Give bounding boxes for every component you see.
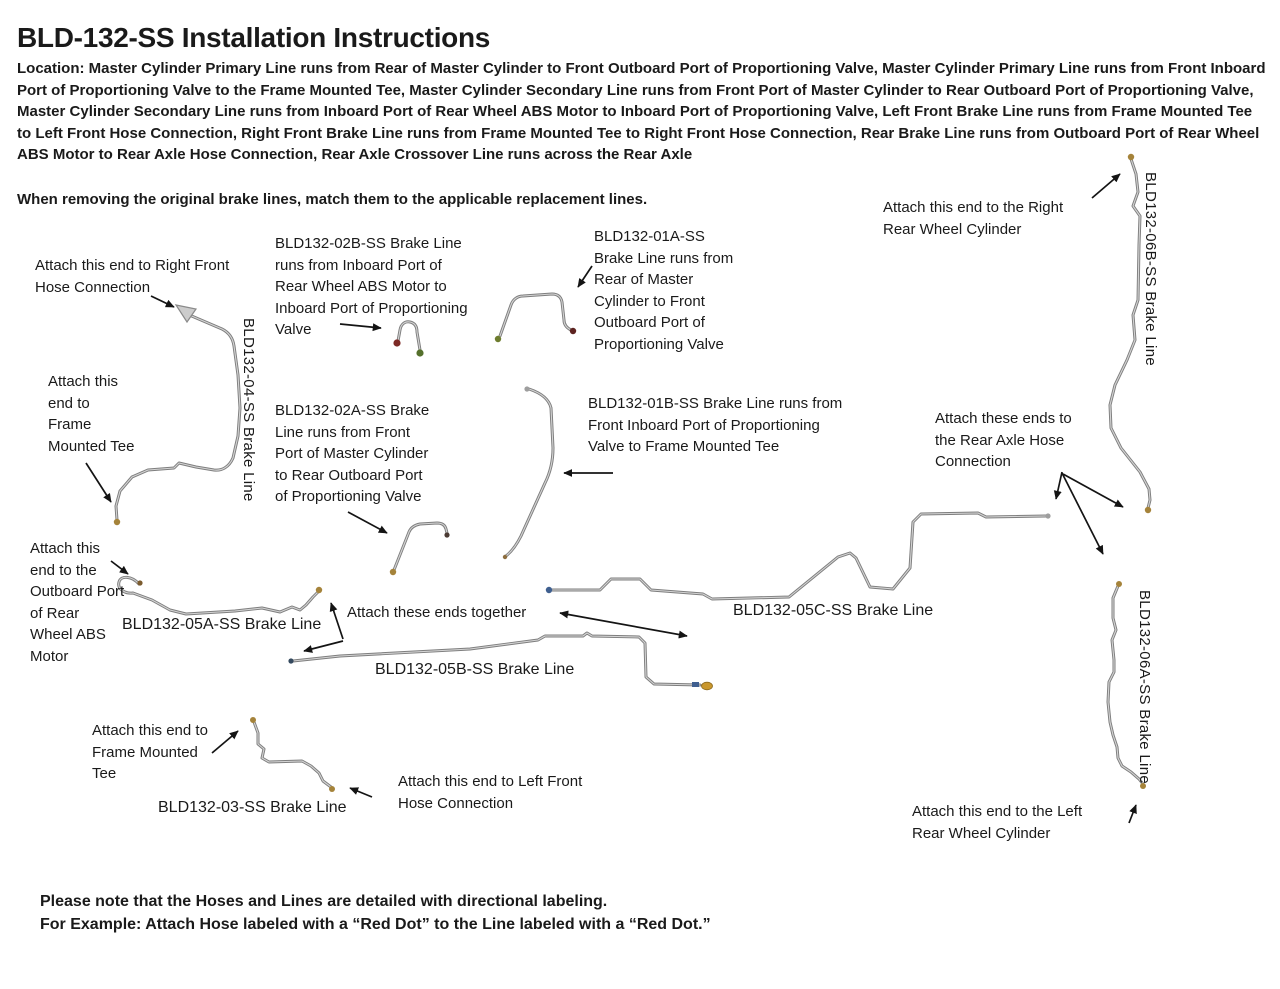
fitting-brass-dot	[1116, 581, 1122, 587]
tube-highlight	[119, 577, 318, 614]
fitting-brass-dot	[390, 569, 396, 575]
intro-note: When removing the original brake lines, match them to the applicable replacement lines.	[17, 191, 648, 208]
footer-note-line2: For Example: Attach Hose labeled with a “Red Dot” to the Line labeled with a “Red Dot.”	[40, 916, 711, 933]
annotation-frame-tee-left: Attach this end to Frame Mounted Tee	[48, 373, 135, 455]
tube-stroke	[254, 722, 331, 787]
location-paragraph: Location: Master Cylinder Primary Line runs from Rear of Master Cylinder to Front Outboard Port of Proportioning Valve, Master Cylinder Primary Line runs from Front Inboard Port of Proportioning Valve to the Frame Mounted Tee, Master Cylinder Secondary Line runs from Front Port of Master Cylinder to Rear Outboard Port of Proportioning Valve, Master Cylinder Secondary Line runs from Inboard Port of Rear Wheel ABS Motor to Inboard Port of Proportioning Valve, Left Front Brake Line runs from Frame Mounted Tee to Left Front Hose Connection, Right Front Brake Line runs from Frame Mounted Tee to Right Front Hose Connection, Rear Brake Line runs from Outboard Port of Rear Wheel ABS Motor to Rear Axle Hose Connection, Rear Axle Crossover Line runs across the Rear Axle	[17, 60, 1266, 164]
fitting-green-dot	[416, 349, 423, 356]
fitting-blue-dot	[546, 587, 552, 593]
arrow	[1092, 174, 1120, 198]
part-description-02b: BLD132-02B-SS Brake Line runs from Inboard Port of Rear Wheel ABS Motor to Inboard Port of Proportioning Valve	[275, 235, 468, 338]
arrow	[348, 512, 387, 533]
tube-stroke	[394, 523, 447, 570]
fitting-brass-dot	[316, 587, 322, 593]
brake-line-01a-drawing	[495, 294, 576, 342]
annotation-outboard-abs: Attach this end to the Outboard Port of Rear Wheel ABS Motor	[30, 540, 125, 665]
arrow	[331, 603, 343, 639]
vertical-label-04: BLD132-04-SS Brake Line	[240, 318, 257, 502]
part-label-05b: BLD132-05B-SS Brake Line	[375, 661, 575, 678]
tube-stroke	[506, 389, 553, 556]
fitting-gold-nut	[702, 682, 713, 690]
tube-stroke	[500, 294, 571, 336]
fitting-dark-dot	[137, 580, 142, 585]
arrow	[1063, 474, 1123, 507]
flare-fitting	[176, 305, 196, 322]
fitting-small-dot	[503, 555, 507, 559]
arrow	[1129, 805, 1136, 823]
brake-line-03-drawing	[250, 717, 335, 792]
annotation-left-front-hose: Attach this end to Left Front Hose Connection	[398, 773, 583, 812]
tube-highlight	[549, 513, 1046, 599]
brake-line-05c-drawing	[546, 513, 1051, 599]
brake-line-02a-drawing	[390, 523, 450, 575]
arrow	[350, 788, 372, 797]
fitting-brass-dot	[114, 519, 120, 525]
brake-line-01b-drawing	[503, 386, 553, 559]
arrow	[1056, 472, 1062, 499]
annotation-right-front-hose: Attach this end to Right Front Hose Connection	[35, 257, 230, 296]
fitting-brass-dot	[329, 786, 335, 792]
annotation-ends-together: Attach these ends together	[347, 604, 527, 621]
part-description-02a: BLD132-02A-SS Brake Line runs from Front Port of Master Cylinder to Rear Outboard Port of Proportioning Valve	[275, 402, 430, 505]
part-label-03: BLD132-03-SS Brake Line	[158, 799, 347, 816]
annotation-rear-axle-hose: Attach these ends to the Rear Axle Hose Connection	[935, 410, 1072, 470]
fitting-dark-red-dot	[570, 328, 576, 334]
arrow-double	[560, 613, 687, 636]
fitting-gray-dot	[1045, 513, 1050, 518]
page-title: BLD-132-SS Installation Instructions	[17, 22, 491, 53]
fitting-gray-dot	[524, 386, 529, 391]
part-label-05c: BLD132-05C-SS Brake Line	[733, 602, 934, 619]
part-description-01b: BLD132-01B-SS Brake Line runs from Front Inboard Port of Proportioning Valve to Frame Mounted Tee	[588, 395, 843, 455]
fitting-brass-dot	[1145, 507, 1151, 513]
arrow	[578, 266, 592, 287]
fitting-blue-band	[692, 682, 699, 687]
fitting-green-dot	[495, 336, 501, 342]
annotation-right-rear-wheel: Attach this end to the Right Rear Wheel Cylinder	[883, 199, 1064, 238]
part-label-05a: BLD132-05A-SS Brake Line	[122, 616, 322, 633]
annotation-left-rear-wheel: Attach this end to the Left Rear Wheel Cylinder	[912, 803, 1083, 842]
annotation-frame-tee-bottom: Attach this end to Frame Mounted Tee	[92, 722, 208, 782]
tube-highlight	[506, 389, 553, 556]
vertical-label-06a: BLD132-06A-SS Brake Line	[1136, 590, 1153, 784]
part-description-01a: BLD132-01A-SS Brake Line runs from Rear of Master Cylinder to Front Outboard Port of Proportioning Valve	[594, 228, 734, 353]
brake-line-05a-drawing	[119, 577, 323, 614]
fitting-dark-dot	[444, 532, 449, 537]
vertical-label-06b: BLD132-06B-SS Brake Line	[1142, 172, 1159, 366]
arrow	[304, 641, 343, 651]
fitting-brass-dot	[250, 717, 256, 723]
arrow	[86, 463, 111, 502]
tube-stroke	[549, 513, 1046, 599]
fitting-blue-dot	[288, 658, 293, 663]
footer-note-line1: Please note that the Hoses and Lines are detailed with directional labeling.	[40, 893, 608, 910]
